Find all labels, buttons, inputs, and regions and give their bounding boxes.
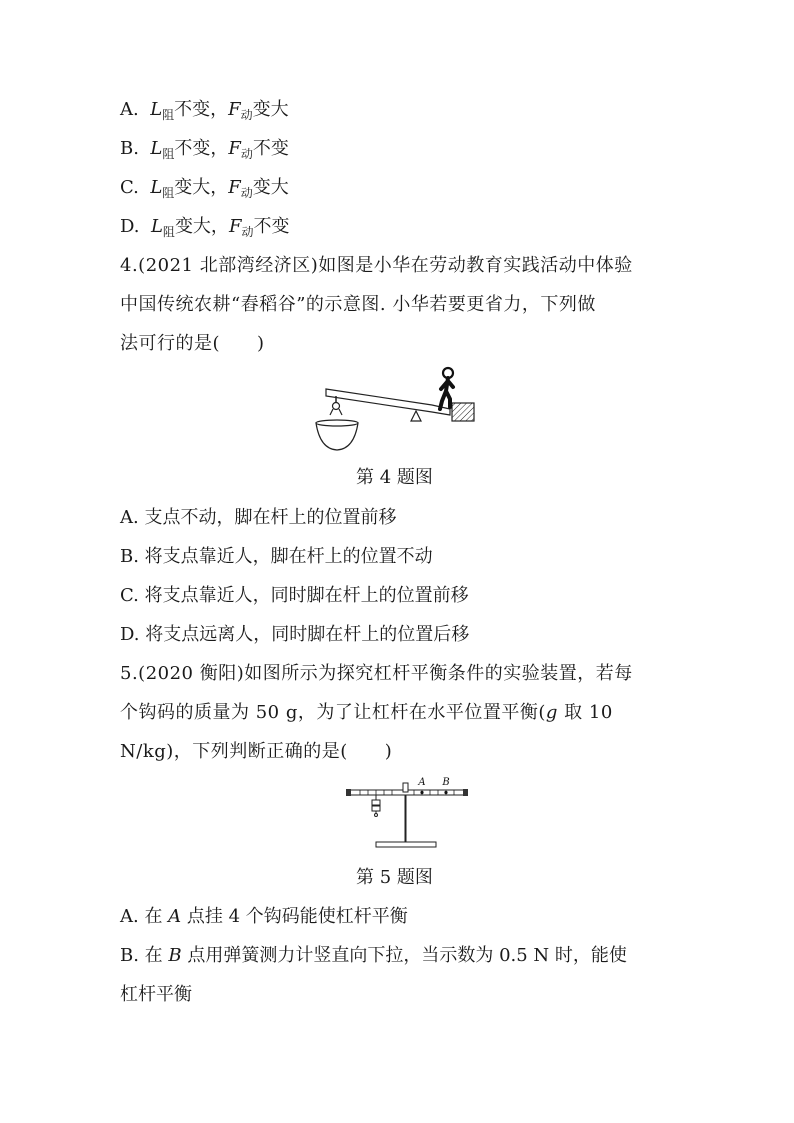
figure-4-rice-pounding-lever [312,365,482,455]
q4-option-d: D. 将支点远离人，同时脚在杆上的位置后移 [120,624,470,645]
point-a-dot [420,791,423,794]
pestle-head [333,403,340,410]
hatched-platform [452,403,474,421]
q3-option-c: C. $L_阻$变大，$F_动$变大 [120,177,289,200]
q5-stem-line-2: 个钩码的质量为 50 g，为了让杠杆在水平位置平衡(g 取 10 [120,702,613,723]
label-a: A [418,777,426,788]
q4-option-b: B. 将支点靠近人，脚在杆上的位置不动 [120,546,433,567]
right-balance-nut [463,789,468,796]
q3-option-b: B. $L_阻$不变，$F_动$不变 [120,138,289,161]
q5-option-a: A. 在 A 点挂 4 个钩码能使杠杆平衡 [120,906,408,927]
figure-5-lever-apparatus [346,774,468,854]
q3-option-d: D. $L_阻$变大，$F_动$不变 [120,216,290,239]
q4-stem-line-1: 4.(2021 北部湾经济区)如图是小华在劳动教育实践活动中体验 [120,255,633,276]
lever-beam [326,389,450,415]
person-body [440,378,453,409]
fulcrum [411,411,421,421]
hook-weight-2 [372,806,380,811]
q4-stem-line-2: 中国传统农耕“舂稻谷”的示意图. 小华若要更省力，下列做 [120,294,596,315]
label-b: B [442,777,450,788]
q4-stem-line-3: 法可行的是( ) [120,333,265,354]
q5-option-b: B. 在 B 点用弹簧测力计竖直向下拉，当示数为 0.5 N 时，能使 [120,945,627,966]
figure-5-caption: 第 5 题图 [356,867,433,888]
q5-option-b-continued: 杠杆平衡 [120,984,192,1005]
point-b-dot [444,791,447,794]
figure-4-caption: 第 4 题图 [356,467,433,488]
pivot-post [403,783,408,792]
q4-option-a: A. 支点不动，脚在杆上的位置前移 [120,507,397,528]
q5-stem-line-3: N/kg)，下列判断正确的是( ) [120,741,393,762]
q4-option-c: C. 将支点靠近人，同时脚在杆上的位置前移 [120,585,469,606]
hook-weight-1 [372,800,380,805]
left-balance-nut [346,789,351,796]
q3-option-a: A. $L_阻$不变，$F_动$变大 [120,99,289,122]
mortar-bowl [316,423,358,450]
q5-stem-line-1: 5.(2020 衡阳)如图所示为探究杠杆平衡条件的实验装置，若每 [120,663,633,684]
stand-base [376,842,436,847]
